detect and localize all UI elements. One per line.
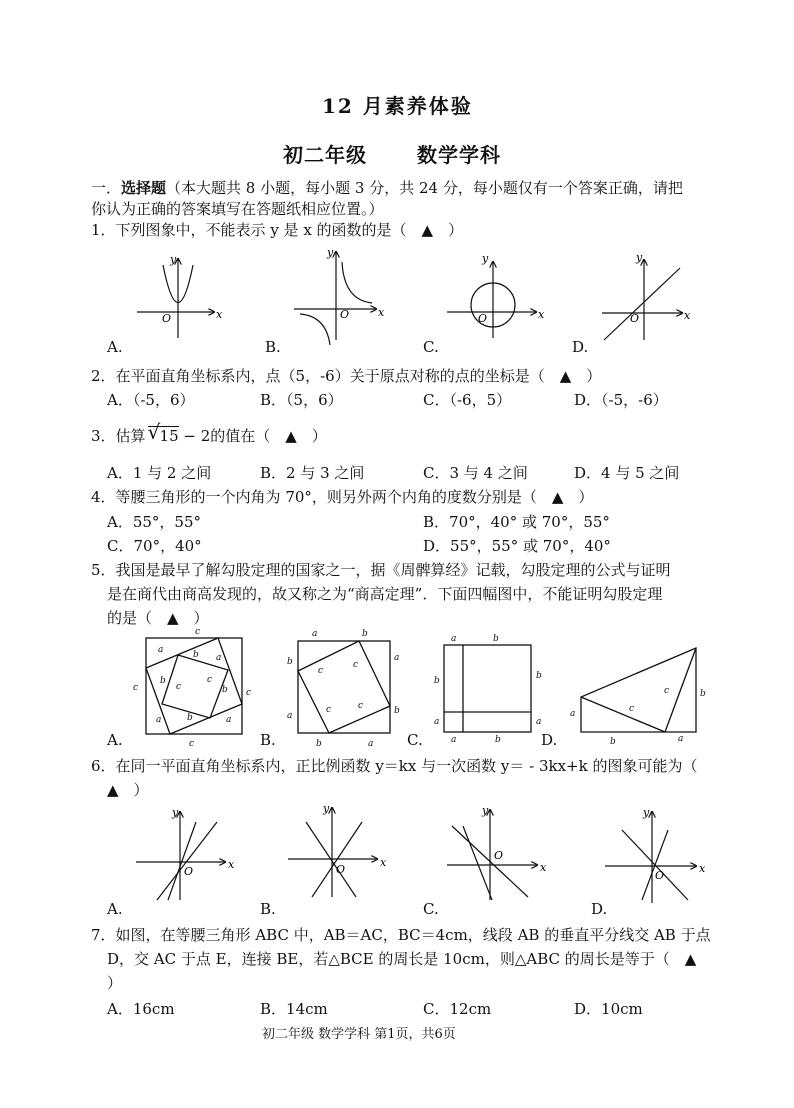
svg-text:a: a (216, 653, 222, 663)
svg-text:x: x (380, 856, 387, 869)
q1-label-c: C. (423, 338, 439, 356)
svg-text:a: a (678, 734, 684, 744)
svg-text:b: b (536, 671, 542, 681)
question-2-stem: 2．在平面直角坐标系内，点（5，-6）关于原点对称的点的坐标是（ ▲ ） (91, 367, 602, 385)
svg-text:b: b (700, 689, 706, 699)
section-prefix: 一． (91, 179, 122, 197)
sqrt-symbol: √ 15 (147, 420, 179, 445)
q7-option-c: C．12cm (423, 1000, 492, 1018)
question-7-line3: ） (107, 974, 123, 992)
svg-text:a: a (158, 645, 164, 655)
svg-text:c: c (629, 704, 635, 714)
svg-text:b: b (316, 739, 322, 749)
svg-text:c: c (246, 688, 252, 698)
q5-label-c: C. (407, 731, 423, 749)
q6-label-d: D. (591, 900, 608, 918)
svg-text:b: b (287, 657, 293, 667)
svg-text:a: a (451, 735, 457, 745)
subtitle-grade: 初二年级 (283, 143, 367, 167)
q6-graph-c (447, 810, 537, 900)
svg-text:O: O (162, 312, 172, 325)
svg-text:O: O (340, 308, 350, 321)
svg-text:b: b (193, 650, 199, 660)
svg-text:x: x (228, 858, 235, 871)
svg-text:y: y (643, 806, 650, 819)
svg-text:b: b (160, 676, 166, 686)
question-7-line2: D，交 AC 于点 E，连接 BE，若△BCE 的周长是 10cm，则△ABC 的周长是等于（ ▲ (107, 950, 697, 968)
svg-text:c: c (133, 683, 139, 693)
q1-label-a: A. (107, 338, 123, 356)
svg-text:b: b (610, 737, 616, 747)
q4-option-c: C．70°，40° (107, 537, 202, 555)
question-1-stem: 1．下列图象中，不能表示 y 是 x 的函数的是（ ▲ ） (91, 221, 464, 239)
q5-label-a: A. (107, 731, 123, 749)
question-5-line1: 5．我国是最早了解勾股定理的国家之一，据《周髀算经》记载，勾股定理的公式与证明 (91, 561, 671, 579)
question-6-line1: 6．在同一平面直角坐标系内，正比例函数 y＝kx 与一次函数 y＝ - 3kx+k 的图象可能为（ (91, 757, 698, 775)
q5-label-d: D. (541, 731, 558, 749)
svg-text:c: c (195, 627, 201, 637)
section-desc: （本大题共 8 小题，每小题 3 分，共 24 分，每小题仅有一个答案正确，请把 (166, 179, 683, 197)
svg-text:b: b (394, 706, 400, 716)
svg-text:a: a (451, 634, 457, 644)
svg-text:y: y (482, 252, 489, 265)
subtitle-subject: 数学学科 (417, 143, 501, 167)
svg-text:x: x (540, 861, 547, 874)
svg-text:c: c (326, 705, 332, 715)
question-5-line2: 是在商代由商高发现的，故又称之为“商高定理”．下面四幅图中，不能证明勾股定理 (107, 585, 663, 603)
svg-text:O: O (478, 312, 488, 325)
svg-text:x: x (538, 308, 545, 321)
svg-text:b: b (495, 735, 501, 745)
svg-text:c: c (176, 682, 182, 692)
q4-option-b: B．70°，40° 或 70°，55° (423, 513, 610, 531)
svg-text:b: b (362, 629, 368, 639)
q6-label-a: A. (107, 900, 123, 918)
svg-text:c: c (664, 686, 670, 696)
q2-option-b: B．（5，6） (260, 391, 343, 409)
q3-option-d: D．4 与 5 之间 (574, 464, 680, 482)
svg-text:c: c (353, 660, 359, 670)
q6-label-b: B. (260, 900, 276, 918)
question-3-stem: 3．估算 √ 15 − 2的值在（ ▲ ） (91, 420, 327, 445)
q3-option-b: B．2 与 3 之间 (260, 464, 365, 482)
axis-y-label: y (170, 253, 177, 266)
q1-label-b: B. (265, 338, 281, 356)
page-footer: 初二年级 数学学科 第1页，共6页 (262, 1027, 456, 1042)
svg-text:a: a (312, 629, 318, 639)
svg-text:b: b (222, 685, 228, 695)
section-desc-line2: 你认为正确的答案填写在答题纸相应位置。） (91, 200, 384, 218)
q2-option-d: D．（-5，-6） (574, 391, 668, 409)
svg-text:y: y (172, 806, 179, 819)
page-title: 12 月素养体验 (322, 94, 473, 118)
question-6-line2: ▲ ） (107, 781, 149, 799)
q2-option-c: C．（-6，5） (423, 391, 512, 409)
q4-option-d: D．55°，55° 或 70°，40° (423, 537, 611, 555)
svg-text:b: b (493, 634, 499, 644)
svg-text:O: O (494, 849, 504, 862)
svg-text:y: y (323, 802, 330, 815)
q7-option-d: D．10cm (574, 1000, 643, 1018)
q6-graph-d (605, 812, 696, 903)
svg-text:c: c (189, 739, 195, 749)
q1-label-d: D. (572, 338, 589, 356)
svg-text:x: x (684, 309, 691, 322)
svg-text:x: x (216, 308, 223, 321)
svg-text:O: O (630, 312, 640, 325)
svg-text:c: c (207, 675, 213, 685)
svg-text:a: a (434, 717, 440, 727)
q3-option-c: C．3 与 4 之间 (423, 464, 528, 482)
q6-graph-b (288, 808, 377, 897)
q7-option-a: A．16cm (107, 1000, 175, 1018)
svg-text:O: O (655, 869, 665, 882)
svg-text:a: a (570, 709, 576, 719)
svg-text:c: c (318, 666, 324, 676)
q3-option-a: A．1 与 2 之间 (107, 464, 212, 482)
svg-text:b: b (187, 713, 193, 723)
section-name: 选择题 (121, 179, 167, 197)
svg-text:x: x (699, 862, 706, 875)
question-4-stem: 4．等腰三角形的一个内角为 70°，则另外两个内角的度数分别是（ ▲ ） (91, 488, 594, 506)
question-5-line3: 的是（ ▲ ） (107, 609, 209, 627)
svg-text:y: y (636, 251, 643, 264)
svg-text:a: a (156, 715, 162, 725)
svg-text:b: b (434, 676, 440, 686)
q4-option-a: A．55°，55° (107, 513, 202, 531)
svg-text:x: x (378, 306, 385, 319)
svg-text:y: y (327, 246, 334, 259)
svg-text:c: c (358, 701, 364, 711)
q2-option-a: A．（-5，6） (107, 391, 195, 409)
svg-text:O: O (336, 863, 346, 876)
question-7-line1: 7．如图，在等腰三角形 ABC 中，AB＝AC，BC＝4cm，线段 AB 的垂直平分线交 AB 于点 (91, 926, 711, 944)
q6-label-c: C. (423, 900, 439, 918)
svg-text:a: a (368, 739, 374, 749)
svg-text:a: a (287, 711, 293, 721)
svg-text:y: y (482, 804, 489, 817)
q5-label-b: B. (260, 731, 276, 749)
svg-text:a: a (226, 715, 232, 725)
svg-text:a: a (536, 717, 542, 727)
svg-text:O: O (184, 865, 194, 878)
svg-text:a: a (394, 653, 400, 663)
q6-graph-a (136, 812, 225, 900)
q7-option-b: B．14cm (260, 1000, 328, 1018)
